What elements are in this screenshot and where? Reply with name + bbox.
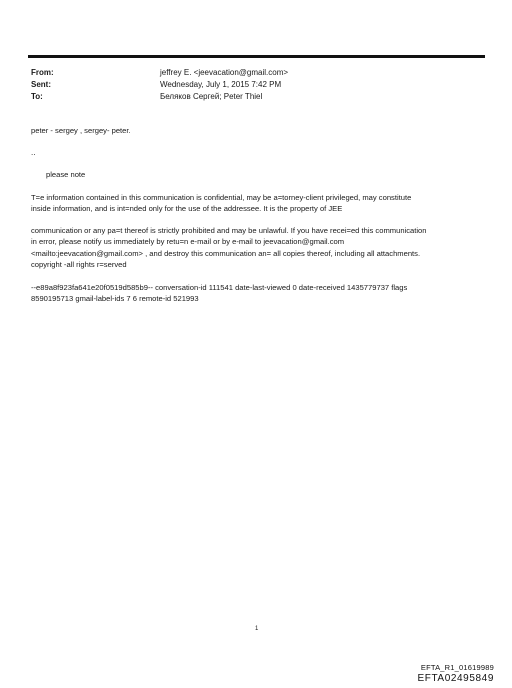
ellipsis-line: .. bbox=[31, 148, 36, 157]
to-value: Беляков Сергей; Peter Thiel bbox=[160, 92, 263, 101]
sent-label: Sent: bbox=[31, 80, 51, 89]
paragraph-line: copyright -all rights r=served bbox=[31, 259, 127, 269]
paragraph-line: in error, please notify us immediately by retu=n e-mail or by e-mail to jeevacation@gmail.com bbox=[31, 237, 345, 247]
paragraph-line: T=e information contained in this communication is confidential, may be a=torney-client privileged, may constitute bbox=[31, 193, 412, 202]
bates-stamp-large: EFTA02495849 bbox=[417, 673, 494, 684]
to-label: To: bbox=[31, 92, 43, 101]
email-header bbox=[31, 67, 471, 103]
please-note-line: please note bbox=[46, 170, 86, 179]
paragraph-line: 8590195713 gmail-label-ids 7 6 remote-id 521993 bbox=[31, 294, 199, 304]
paragraph-line: communication or any pa=t thereof is strictly prohibited and may be unlawful. If you have recei=ed this communication bbox=[31, 226, 427, 235]
bates-stamp-small: EFTA_R1_01619989 bbox=[420, 663, 494, 672]
paragraph-line: --e89a8f923fa641e20f0519d585b9-- conversation-id 111541 date-last-viewed 0 date-received 1435779737 flags bbox=[31, 283, 408, 292]
paragraph-line: inside information, and is int=nded only for the use of the addressee. It is the property of JEE bbox=[31, 204, 343, 214]
from-label: From: bbox=[31, 68, 54, 77]
confidentiality-paragraph bbox=[31, 192, 483, 215]
metadata-paragraph bbox=[31, 282, 483, 305]
from-row bbox=[31, 67, 471, 79]
from-value: jeffrey E. <jeevacation@gmail.com> bbox=[160, 68, 289, 77]
greeting-line: peter - sergey , sergey- peter. bbox=[31, 126, 131, 135]
sent-value: Wednesday, July 1, 2015 7:42 PM bbox=[160, 80, 282, 89]
header-rule bbox=[28, 55, 485, 58]
paragraph-line: <mailto:jeevacation@gmail.com> , and destroy this communication an= all copies thereof, including all attachments. bbox=[31, 248, 421, 258]
page-number: 1 bbox=[255, 626, 259, 632]
sent-row bbox=[31, 79, 471, 91]
to-row bbox=[31, 91, 471, 103]
disclaimer-paragraph bbox=[31, 225, 483, 270]
